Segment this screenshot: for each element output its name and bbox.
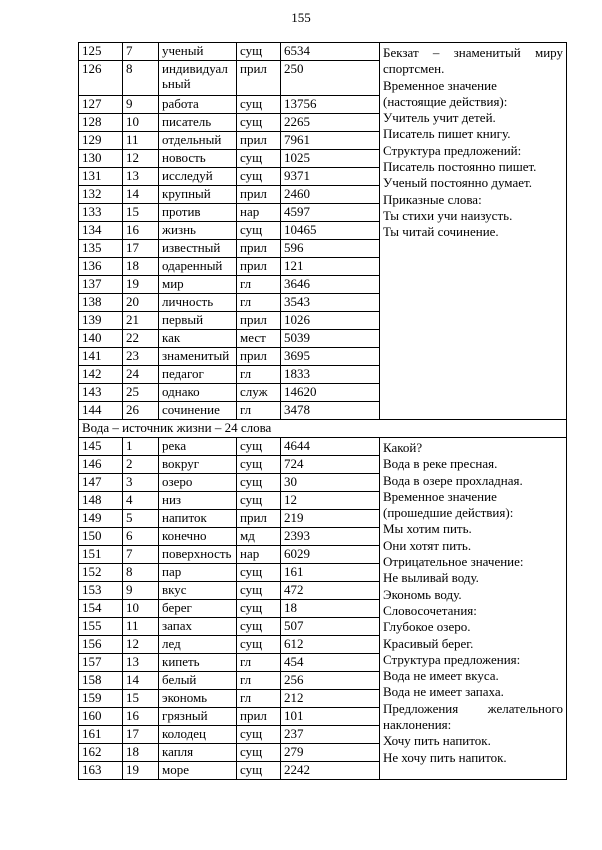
word-index-cell: 17: [123, 240, 159, 258]
word-index-cell: 6: [123, 528, 159, 546]
row-number-cell: 162: [79, 744, 123, 762]
table-row: [79, 438, 567, 456]
part-of-speech-cell: прил: [237, 312, 281, 330]
row-number-cell: 139: [79, 312, 123, 330]
frequency-cell: 472: [281, 582, 380, 600]
part-of-speech-cell: сущ: [237, 43, 281, 61]
frequency-cell: 101: [281, 708, 380, 726]
frequency-cell: 212: [281, 690, 380, 708]
word-index-cell: 12: [123, 636, 159, 654]
word-index-cell: 3: [123, 474, 159, 492]
word-index-cell: 15: [123, 690, 159, 708]
part-of-speech-cell: прил: [237, 186, 281, 204]
note-line: Вода не имеет вкуса.: [383, 668, 499, 684]
note-line: наклонения:: [383, 717, 452, 733]
part-of-speech-cell: нар: [237, 204, 281, 222]
table-row: [79, 43, 567, 61]
word-cell: индивидуал ьный: [159, 61, 237, 96]
word-index-cell: 18: [123, 744, 159, 762]
word-index-cell: 14: [123, 186, 159, 204]
part-of-speech-cell: прил: [237, 61, 281, 96]
frequency-cell: 10465: [281, 222, 380, 240]
row-number-cell: 129: [79, 132, 123, 150]
word-cell: кипеть: [159, 654, 237, 672]
note-line: (прошедшие действия):: [383, 505, 514, 521]
frequency-cell: 3543: [281, 294, 380, 312]
note-line: Красивый берег.: [383, 635, 474, 651]
frequency-cell: 2460: [281, 186, 380, 204]
part-of-speech-cell: сущ: [237, 222, 281, 240]
page-number: 155: [291, 10, 311, 25]
word-cell: колодец: [159, 726, 237, 744]
row-number-cell: 140: [79, 330, 123, 348]
frequency-cell: 1833: [281, 366, 380, 384]
row-number-cell: 154: [79, 600, 123, 618]
word-cell: известный: [159, 240, 237, 258]
row-number-cell: 132: [79, 186, 123, 204]
word-index-cell: 12: [123, 150, 159, 168]
part-of-speech-cell: сущ: [237, 96, 281, 114]
part-of-speech-cell: прил: [237, 510, 281, 528]
word-cell: писатель: [159, 114, 237, 132]
word-cell: вкус: [159, 582, 237, 600]
part-of-speech-cell: нар: [237, 546, 281, 564]
note-line: Вода в реке пресная.: [383, 456, 498, 472]
row-number-cell: 133: [79, 204, 123, 222]
row-number-cell: 137: [79, 276, 123, 294]
row-number-cell: 148: [79, 492, 123, 510]
word-cell: пар: [159, 564, 237, 582]
vocabulary-table: [78, 42, 567, 780]
row-number-cell: 151: [79, 546, 123, 564]
note-line: Писатель пишет книгу.: [383, 126, 511, 142]
part-of-speech-cell: гл: [237, 294, 281, 312]
frequency-cell: 612: [281, 636, 380, 654]
part-of-speech-cell: сущ: [237, 618, 281, 636]
note-line: Структура предложений:: [383, 142, 522, 158]
word-index-cell: 5: [123, 510, 159, 528]
row-number-cell: 135: [79, 240, 123, 258]
word-cell: река: [159, 438, 237, 456]
row-number-cell: 138: [79, 294, 123, 312]
word-index-cell: 17: [123, 726, 159, 744]
note-line: Вода не имеет запаха.: [383, 684, 504, 700]
note-line: Учитель учит детей.: [383, 110, 496, 126]
row-number-cell: 128: [79, 114, 123, 132]
part-of-speech-cell: сущ: [237, 636, 281, 654]
row-number-cell: 158: [79, 672, 123, 690]
frequency-cell: 237: [281, 726, 380, 744]
note-line: Отрицательное значение:: [383, 554, 524, 570]
frequency-cell: 18: [281, 600, 380, 618]
word-index-cell: 16: [123, 222, 159, 240]
part-of-speech-cell: гл: [237, 366, 281, 384]
part-of-speech-cell: прил: [237, 348, 281, 366]
word-index-cell: 24: [123, 366, 159, 384]
word-index-cell: 16: [123, 708, 159, 726]
word-index-cell: 8: [123, 61, 159, 96]
word-cell: первый: [159, 312, 237, 330]
word-cell: напиток: [159, 510, 237, 528]
word-cell: работа: [159, 96, 237, 114]
part-of-speech-cell: мест: [237, 330, 281, 348]
note-line: Приказные слова:: [383, 191, 482, 207]
frequency-cell: 121: [281, 258, 380, 276]
word-index-cell: 4: [123, 492, 159, 510]
note-line: Не выливай воду.: [383, 570, 479, 586]
frequency-cell: 2265: [281, 114, 380, 132]
word-cell: озеро: [159, 474, 237, 492]
note-line: Вода в озере прохладная.: [383, 472, 523, 488]
frequency-cell: 3646: [281, 276, 380, 294]
frequency-cell: 454: [281, 654, 380, 672]
row-number-cell: 144: [79, 402, 123, 420]
word-index-cell: 7: [123, 546, 159, 564]
word-cell: педагог: [159, 366, 237, 384]
word-cell: мир: [159, 276, 237, 294]
word-index-cell: 13: [123, 168, 159, 186]
frequency-cell: 14620: [281, 384, 380, 402]
row-number-cell: 150: [79, 528, 123, 546]
part-of-speech-cell: гл: [237, 276, 281, 294]
word-cell: однако: [159, 384, 237, 402]
row-number-cell: 155: [79, 618, 123, 636]
word-cell: грязный: [159, 708, 237, 726]
word-cell: запах: [159, 618, 237, 636]
row-number-cell: 152: [79, 564, 123, 582]
frequency-cell: 250: [281, 61, 380, 96]
word-cell: конечно: [159, 528, 237, 546]
word-cell: отдельный: [159, 132, 237, 150]
word-cell: личность: [159, 294, 237, 312]
word-index-cell: 19: [123, 762, 159, 780]
word-index-cell: 18: [123, 258, 159, 276]
section-2-header: [79, 420, 567, 438]
frequency-cell: 1026: [281, 312, 380, 330]
part-of-speech-cell: сущ: [237, 600, 281, 618]
part-of-speech-cell: гл: [237, 402, 281, 420]
part-of-speech-cell: сущ: [237, 492, 281, 510]
word-index-cell: 8: [123, 564, 159, 582]
frequency-cell: 6029: [281, 546, 380, 564]
row-number-cell: 142: [79, 366, 123, 384]
row-number-cell: 126: [79, 61, 123, 96]
frequency-cell: 4597: [281, 204, 380, 222]
row-number-cell: 160: [79, 708, 123, 726]
part-of-speech-cell: прил: [237, 708, 281, 726]
row-number-cell: 127: [79, 96, 123, 114]
word-cell: море: [159, 762, 237, 780]
word-index-cell: 20: [123, 294, 159, 312]
frequency-cell: 12: [281, 492, 380, 510]
row-number-cell: 134: [79, 222, 123, 240]
frequency-cell: 6534: [281, 43, 380, 61]
word-index-cell: 1: [123, 438, 159, 456]
part-of-speech-cell: сущ: [237, 150, 281, 168]
word-index-cell: 7: [123, 43, 159, 61]
note-line: Бекзат – знаменитый миру: [383, 45, 563, 60]
word-cell: исследуй: [159, 168, 237, 186]
note-line: Ты читай сочинение.: [383, 224, 499, 240]
frequency-cell: 9371: [281, 168, 380, 186]
frequency-cell: 279: [281, 744, 380, 762]
word-cell: экономь: [159, 690, 237, 708]
part-of-speech-cell: сущ: [237, 582, 281, 600]
frequency-cell: 13756: [281, 96, 380, 114]
word-index-cell: 21: [123, 312, 159, 330]
part-of-speech-cell: сущ: [237, 474, 281, 492]
note-line: Мы хотим пить.: [383, 521, 472, 537]
word-cell: жизнь: [159, 222, 237, 240]
frequency-cell: 219: [281, 510, 380, 528]
frequency-cell: 30: [281, 474, 380, 492]
part-of-speech-cell: сущ: [237, 114, 281, 132]
part-of-speech-cell: сущ: [237, 456, 281, 474]
row-number-cell: 125: [79, 43, 123, 61]
row-number-cell: 146: [79, 456, 123, 474]
word-index-cell: 22: [123, 330, 159, 348]
row-number-cell: 159: [79, 690, 123, 708]
part-of-speech-cell: сущ: [237, 762, 281, 780]
note-line: Словосочетания:: [383, 602, 477, 618]
part-of-speech-cell: гл: [237, 672, 281, 690]
word-cell: лед: [159, 636, 237, 654]
word-cell: одаренный: [159, 258, 237, 276]
part-of-speech-cell: сущ: [237, 726, 281, 744]
part-of-speech-cell: прил: [237, 258, 281, 276]
word-index-cell: 19: [123, 276, 159, 294]
word-cell: поверхность: [159, 546, 237, 564]
word-cell: как: [159, 330, 237, 348]
part-of-speech-cell: гл: [237, 654, 281, 672]
word-cell: низ: [159, 492, 237, 510]
frequency-cell: 4644: [281, 438, 380, 456]
frequency-cell: 724: [281, 456, 380, 474]
row-number-cell: 161: [79, 726, 123, 744]
note-line: (настоящие действия):: [383, 93, 508, 109]
notes-cell: [380, 438, 567, 780]
word-index-cell: 23: [123, 348, 159, 366]
part-of-speech-cell: прил: [237, 132, 281, 150]
note-line: Экономь воду.: [383, 586, 462, 602]
frequency-cell: 161: [281, 564, 380, 582]
frequency-cell: 596: [281, 240, 380, 258]
section-1-body: [79, 43, 567, 420]
word-cell: вокруг: [159, 456, 237, 474]
frequency-cell: 7961: [281, 132, 380, 150]
note-line: Писатель постоянно пишет.: [383, 159, 537, 175]
part-of-speech-cell: мд: [237, 528, 281, 546]
word-cell: капля: [159, 744, 237, 762]
section-2-body: [79, 438, 567, 780]
word-cell: ученый: [159, 43, 237, 61]
part-of-speech-cell: сущ: [237, 168, 281, 186]
row-number-cell: 136: [79, 258, 123, 276]
word-cell: знаменитый: [159, 348, 237, 366]
row-number-cell: 130: [79, 150, 123, 168]
part-of-speech-cell: гл: [237, 690, 281, 708]
word-cell: белый: [159, 672, 237, 690]
frequency-cell: 2242: [281, 762, 380, 780]
frequency-cell: 507: [281, 618, 380, 636]
note-line: Структура предложения:: [383, 651, 521, 667]
frequency-cell: 5039: [281, 330, 380, 348]
note-line: Ученый постоянно думает.: [383, 175, 532, 191]
frequency-cell: 2393: [281, 528, 380, 546]
section-title-row: [79, 420, 567, 438]
row-number-cell: 145: [79, 438, 123, 456]
word-index-cell: 9: [123, 582, 159, 600]
word-cell: новость: [159, 150, 237, 168]
notes-cell: [380, 43, 567, 420]
note-line: Они хотят пить.: [383, 537, 472, 553]
part-of-speech-cell: сущ: [237, 438, 281, 456]
word-cell: берег: [159, 600, 237, 618]
part-of-speech-cell: сущ: [237, 744, 281, 762]
row-number-cell: 156: [79, 636, 123, 654]
frequency-cell: 256: [281, 672, 380, 690]
row-number-cell: 147: [79, 474, 123, 492]
frequency-cell: 1025: [281, 150, 380, 168]
word-index-cell: 11: [123, 618, 159, 636]
frequency-cell: 3695: [281, 348, 380, 366]
note-line: Глубокое озеро.: [383, 619, 471, 635]
word-cell: сочинение: [159, 402, 237, 420]
section-title: Вода – источник жизни – 24 слова: [79, 420, 567, 438]
word-index-cell: 2: [123, 456, 159, 474]
row-number-cell: 143: [79, 384, 123, 402]
note-line: Временное значение: [383, 77, 497, 93]
note-line: Хочу пить напиток.: [383, 733, 491, 749]
note-line: Не хочу пить напиток.: [383, 749, 507, 765]
word-index-cell: 10: [123, 600, 159, 618]
row-number-cell: 149: [79, 510, 123, 528]
part-of-speech-cell: сущ: [237, 564, 281, 582]
word-cell: против: [159, 204, 237, 222]
frequency-cell: 3478: [281, 402, 380, 420]
word-index-cell: 25: [123, 384, 159, 402]
note-line: спортсмен.: [383, 61, 445, 77]
part-of-speech-cell: служ: [237, 384, 281, 402]
row-number-cell: 163: [79, 762, 123, 780]
note-line: Временное значение: [383, 488, 497, 504]
word-index-cell: 10: [123, 114, 159, 132]
word-index-cell: 14: [123, 672, 159, 690]
word-index-cell: 9: [123, 96, 159, 114]
note-line: Предложения желательного: [383, 700, 563, 716]
note-line: Какой?: [383, 440, 423, 455]
row-number-cell: 153: [79, 582, 123, 600]
row-number-cell: 157: [79, 654, 123, 672]
word-index-cell: 26: [123, 402, 159, 420]
row-number-cell: 131: [79, 168, 123, 186]
row-number-cell: 141: [79, 348, 123, 366]
part-of-speech-cell: прил: [237, 240, 281, 258]
word-index-cell: 15: [123, 204, 159, 222]
word-index-cell: 13: [123, 654, 159, 672]
word-index-cell: 11: [123, 132, 159, 150]
word-cell: крупный: [159, 186, 237, 204]
note-line: Ты стихи учи наизусть.: [383, 207, 513, 223]
